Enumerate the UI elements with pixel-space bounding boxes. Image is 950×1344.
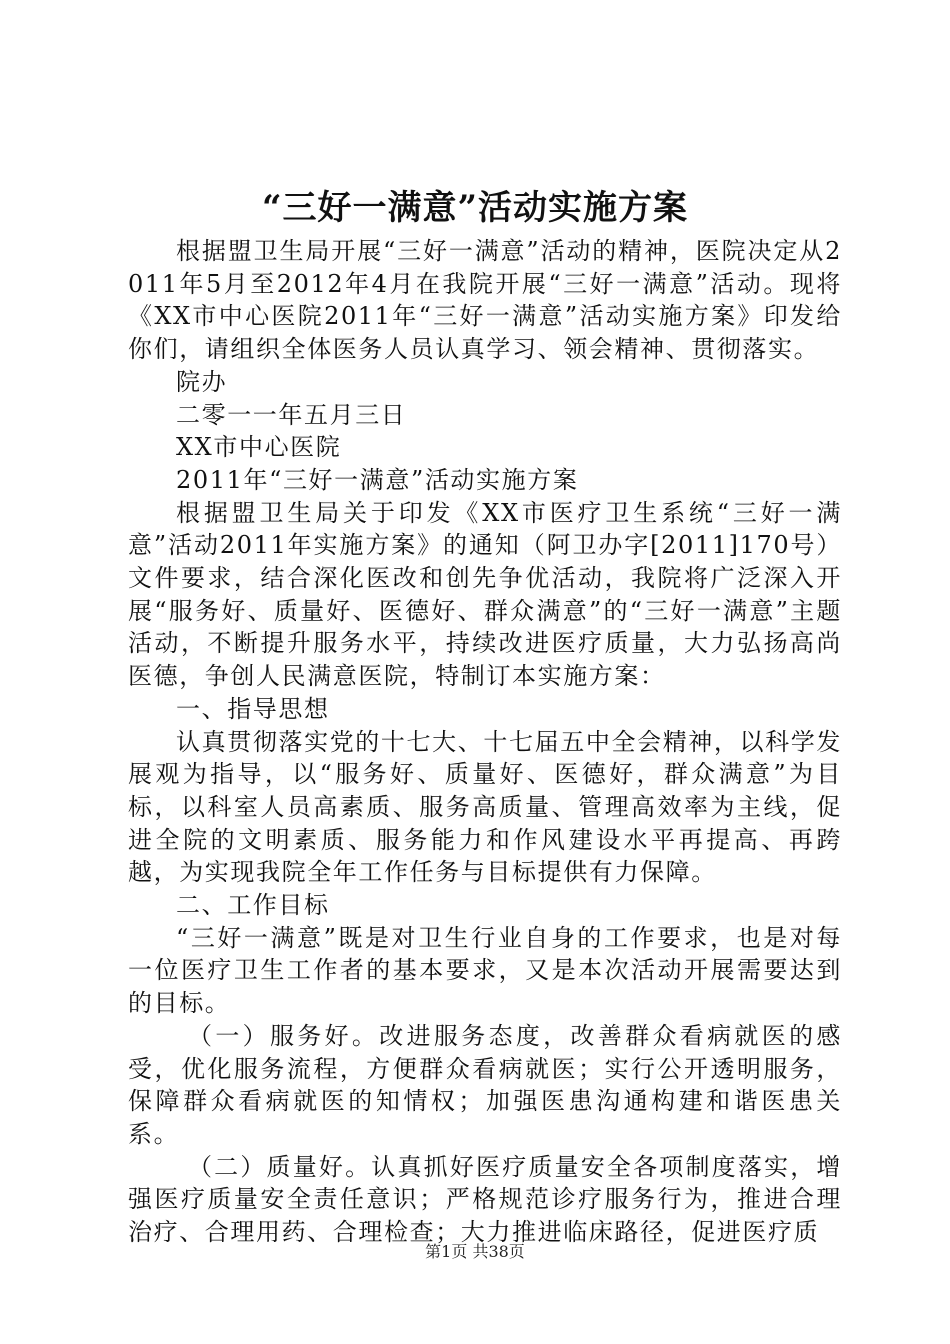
paragraph-good-service: （一）服务好。改进服务态度，改善群众看病就医的感受，优化服务流程，方便群众看病就医；实行公开透明服务，保障群众看病就医的知情权；加强医患沟通构建和谐医患关系。 xyxy=(128,1021,842,1148)
paragraph-intro: 根据盟卫生局开展“三好一满意”活动的精神，医院决定从2011年5月至2012年4月在我院开展“三好一满意”活动。现将《XX市中心医院2011年“三好一满意”活动实施方案》印发给你们，请组织全体医务人员认真学习、领会精神、贯彻落实。 xyxy=(128,237,842,364)
page-footer: 第1页 共38页 xyxy=(425,1242,525,1261)
document-body xyxy=(128,235,842,1249)
paragraph-work-goals: “三好一满意”既是对卫生行业自身的工作要求，也是对每一位医疗卫生工作者的基本要求，又是本次活动开展需要达到的目标。 xyxy=(128,923,842,1018)
paragraph-date: 二零一一年五月三日 xyxy=(176,400,407,429)
paragraph-sender: 院办 xyxy=(176,367,228,396)
paragraph-basis: 根据盟卫生局关于印发《XX市医疗卫生系统“三好一满意”活动2011年实施方案》的通知（阿卫办字[2011]170号）文件要求，结合深化医改和创先争优活动，我院将广泛深入开展“服务好、质量好、医德好、群众满意”的“三好一满意”主题活动，不断提升服务水平，持续改进医疗质量，大力弘扬高尚医德，争创人民满意医院，特制订本实施方案： xyxy=(128,498,842,691)
paragraph-good-quality: （二）质量好。认真抓好医疗质量安全各项制度落实，增强医疗质量安全责任意识；严格规范诊疗服务行为，推进合理治疗、合理用药、合理检查；大力推进临床路径，促进医疗质 xyxy=(128,1152,842,1247)
paragraph-subtitle: 2011年“三好一满意”活动实施方案 xyxy=(176,465,579,494)
paragraph-guiding-ideology: 认真贯彻落实党的十七大、十七届五中全会精神，以科学发展观为指导，以“服务好、质量好、医德好，群众满意”为目标，以科室人员高素质、服务高质量、管理高效率为主线，促进全院的文明素质、服务能力和作风建设水平再提高、再跨越，为实现我院全年工作任务与目标提供有力保障。 xyxy=(128,727,842,887)
paragraph-organization: XX市中心医院 xyxy=(176,433,342,462)
document-title: “三好一满意”活动实施方案 xyxy=(261,188,689,228)
section-heading-guiding-ideology: 一、指导思想 xyxy=(176,694,330,723)
section-heading-work-goals: 二、工作目标 xyxy=(176,891,330,920)
